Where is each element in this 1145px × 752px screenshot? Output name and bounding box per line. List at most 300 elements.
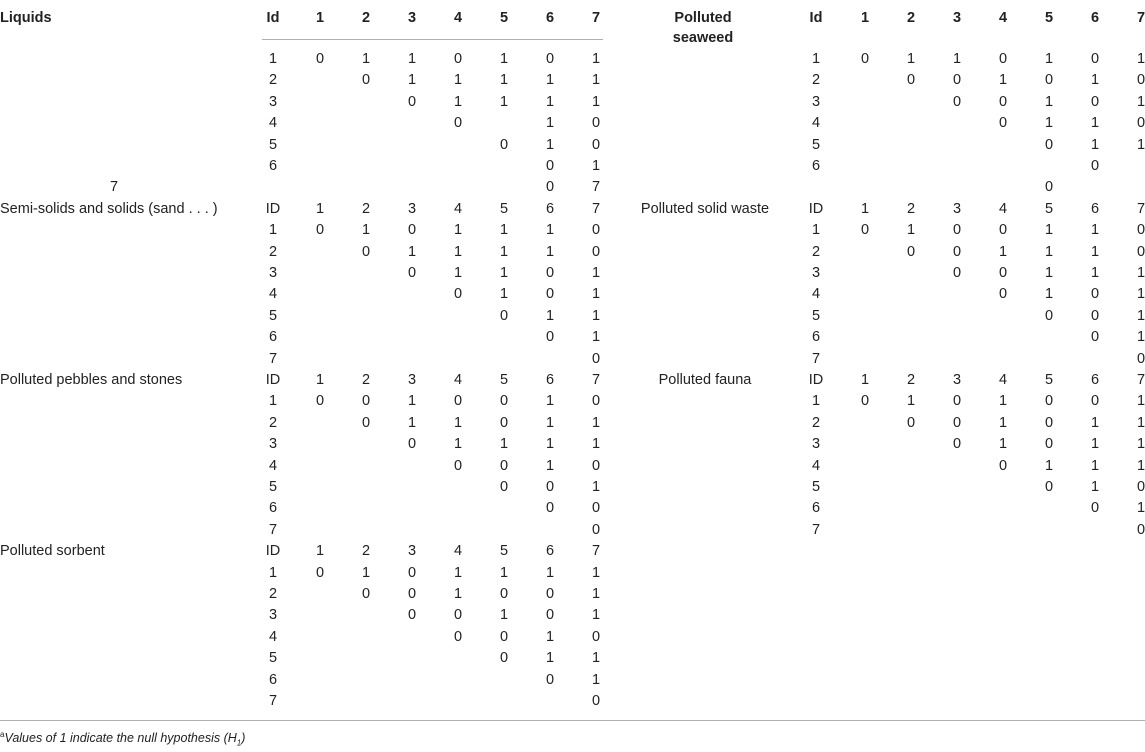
table-cell: 1 [998, 393, 1008, 410]
block-header-cell: 4 [453, 372, 463, 388]
table-cell: 0 [860, 51, 870, 67]
table-cell: 1 [268, 393, 278, 410]
table-cell: 0 [361, 72, 371, 89]
table-cell: 0 [499, 586, 509, 602]
table-cell: 6 [268, 671, 278, 688]
table-cell: 5 [268, 650, 278, 667]
block-header-cell: ID [808, 372, 824, 388]
table-cell: 0 [545, 51, 555, 67]
table-cell: 1 [906, 393, 916, 410]
table-cell: 1 [591, 51, 601, 67]
table-cell: 0 [453, 51, 463, 67]
table-cell: 1 [1136, 265, 1145, 281]
table-cell: 1 [591, 586, 601, 602]
block-header-cell: 1 [860, 200, 870, 217]
block-header-cell: ID [265, 200, 281, 217]
table-cell: 1 [591, 671, 601, 688]
table-cell: 1 [407, 72, 417, 89]
table-cell: 0 [591, 136, 601, 153]
table-cell: 0 [591, 500, 601, 517]
table-cell: 1 [453, 265, 463, 281]
table-cell: 0 [407, 436, 417, 453]
table-cell: 0 [860, 222, 870, 239]
table-cell: 0 [860, 393, 870, 410]
block-header-cell: 1 [315, 543, 325, 560]
table-cell: 1 [1044, 286, 1054, 303]
column-header: 5 [1044, 10, 1054, 26]
table-cell: 0 [1090, 158, 1100, 174]
block-header-cell: 4 [453, 200, 463, 217]
table-cell: 0 [545, 286, 555, 303]
column-header-id: Id [809, 10, 823, 26]
table-cell: 0 [361, 586, 371, 602]
table-cell: 1 [1090, 222, 1100, 239]
table-cell: 2 [811, 414, 821, 431]
table-cell: 1 [1044, 115, 1054, 132]
table-cell: 0 [998, 222, 1008, 239]
table-cell: 1 [499, 51, 509, 67]
block-header-cell: 1 [860, 372, 870, 388]
table-cell: 0 [998, 93, 1008, 110]
block-header-cell: 2 [361, 543, 371, 560]
table-cell: 0 [1090, 51, 1100, 67]
table-cell: 0 [545, 329, 555, 346]
table-cell: 0 [591, 243, 601, 260]
table-cell: 1 [1090, 436, 1100, 453]
column-header-group: Polluted [674, 10, 732, 26]
table-cell: 0 [453, 628, 463, 645]
table-cell: 0 [499, 628, 509, 645]
table-cell: 1 [1090, 243, 1100, 260]
table-cell: 0 [361, 393, 371, 410]
table-cell: 1 [499, 93, 509, 110]
table-cell: 3 [811, 93, 821, 110]
table-cell: 0 [407, 222, 417, 239]
table-cell: 1 [1136, 93, 1145, 110]
table-cell: 0 [1090, 307, 1100, 324]
block-header-cell: 5 [499, 200, 509, 217]
table-cell: 1 [1044, 265, 1054, 281]
table-cell: 0 [952, 436, 962, 453]
table-cell: 0 [906, 243, 916, 260]
table-cell: 0 [952, 72, 962, 89]
table-cell: 4 [268, 286, 278, 303]
table-cell: 2 [268, 414, 278, 431]
table-cell: 4 [811, 286, 821, 303]
table-cell: 1 [1090, 115, 1100, 132]
table-cell: 1 [1136, 286, 1145, 303]
table-cell: 0 [591, 693, 601, 709]
table-cell: 0 [906, 414, 916, 431]
table-cell: 1 [998, 436, 1008, 453]
column-header-id: Id [266, 10, 280, 26]
block-header-cell: 5 [499, 543, 509, 560]
table-cell: 1 [591, 265, 601, 281]
table-cell: 1 [499, 436, 509, 453]
table-cell: 6 [811, 500, 821, 517]
table-cell: 6 [268, 500, 278, 517]
table-cell: 1 [1090, 265, 1100, 281]
table-cell: 1 [499, 286, 509, 303]
column-header: 3 [952, 10, 962, 26]
table-cell: 0 [998, 51, 1008, 67]
column-header: 4 [453, 10, 463, 26]
table-cell: 1 [1090, 457, 1100, 474]
table-cell: 4 [268, 115, 278, 132]
table-cell: 1 [591, 329, 601, 346]
block-header-cell: 3 [952, 200, 962, 217]
table-cell: 0 [499, 414, 509, 431]
block-header-cell: 1 [315, 200, 325, 217]
table-cell: 1 [407, 393, 417, 410]
table-cell: 0 [1090, 286, 1100, 303]
table-cell: 0 [591, 628, 601, 645]
block-header-cell: 3 [407, 372, 417, 388]
table-cell: 1 [1090, 479, 1100, 495]
column-header-group: seaweed [672, 30, 734, 46]
block-header-cell: 2 [906, 372, 916, 388]
table-cell: 0 [407, 564, 417, 581]
table-cell: 1 [591, 564, 601, 581]
table-cell: 1 [1090, 72, 1100, 89]
table-cell: 0 [998, 457, 1008, 474]
block-header-cell: 3 [407, 200, 417, 217]
block-header-cell: 3 [407, 543, 417, 560]
table-cell: 4 [268, 628, 278, 645]
table-cell: 1 [591, 72, 601, 89]
table-cell: 1 [453, 93, 463, 110]
table-cell: 0 [453, 115, 463, 132]
block-header-cell: ID [265, 543, 281, 560]
table-cell: 3 [811, 436, 821, 453]
table-cell: 0 [453, 286, 463, 303]
column-header: 2 [906, 10, 916, 26]
table-cell: 2 [811, 72, 821, 89]
table-cell: 0 [1090, 329, 1100, 346]
block-header-cell: 5 [1044, 372, 1054, 388]
table-cell: 5 [811, 479, 821, 495]
table-cell: 1 [952, 51, 962, 67]
table-cell: 1 [453, 222, 463, 239]
table-cell: 1 [545, 564, 555, 581]
table-cell: 1 [1044, 93, 1054, 110]
table-cell: 1 [453, 564, 463, 581]
table-cell: 0 [1136, 479, 1145, 495]
block-header-cell: 7 [591, 543, 601, 560]
table-cell: 5 [268, 136, 278, 153]
block-header-cell: 4 [453, 543, 463, 560]
table-cell: 1 [268, 564, 278, 581]
table-cell: 1 [499, 72, 509, 89]
table-cell: 0 [1044, 393, 1054, 410]
table-cell: 1 [1136, 414, 1145, 431]
table-cell: 0 [952, 93, 962, 110]
table-cell: 0 [952, 414, 962, 431]
table-cell: 1 [1044, 51, 1054, 67]
table-cell: 0 [499, 136, 509, 153]
table-cell: 0 [1090, 500, 1100, 517]
table-cell: 1 [545, 72, 555, 89]
table-cell: 1 [453, 586, 463, 602]
column-header: 6 [1090, 10, 1100, 26]
block-header-cell: 4 [998, 372, 1008, 388]
block-header-cell: ID [265, 372, 281, 388]
table-cell: 0 [1136, 115, 1145, 132]
table-cell: 1 [545, 93, 555, 110]
table-cell: 1 [811, 51, 821, 67]
table-cell: 7 [109, 179, 119, 196]
table-cell: 0 [591, 350, 601, 367]
table-cell: 1 [499, 265, 509, 281]
table-cell: 1 [407, 243, 417, 260]
table-cell: 1 [811, 393, 821, 410]
table-cell: 1 [453, 72, 463, 89]
table-cell: 0 [361, 243, 371, 260]
table-cell: 0 [315, 564, 325, 581]
table-cell: 1 [545, 222, 555, 239]
column-header: 2 [361, 10, 371, 26]
table-cell: 0 [499, 307, 509, 324]
table-cell: 1 [1044, 457, 1054, 474]
table-cell: 1 [545, 628, 555, 645]
table-cell: 0 [499, 457, 509, 474]
table-cell: 1 [591, 414, 601, 431]
table-cell: 0 [591, 222, 601, 239]
block-header-cell: 1 [315, 372, 325, 388]
table-cell: 0 [361, 414, 371, 431]
table-cell: 4 [268, 457, 278, 474]
footer-rule [0, 720, 1145, 721]
table-cell: 7 [268, 693, 278, 709]
block-header-cell: 6 [1090, 372, 1100, 388]
table-cell: 1 [268, 222, 278, 239]
block-header-cell: 7 [591, 372, 601, 388]
table-cell: 1 [591, 307, 601, 324]
table-cell: 1 [591, 158, 601, 174]
table-cell: 0 [591, 393, 601, 410]
block-header-cell: 3 [952, 372, 962, 388]
table-cell: 0 [1136, 350, 1145, 367]
table-cell: 1 [1136, 51, 1145, 67]
table-cell: 1 [545, 115, 555, 132]
table-cell: 1 [407, 414, 417, 431]
row-group-label: Polluted fauna [658, 372, 752, 388]
block-header-cell: 4 [998, 200, 1008, 217]
table-cell: 0 [998, 286, 1008, 303]
block-header-cell: 2 [361, 200, 371, 217]
table-cell: 0 [1044, 436, 1054, 453]
table-cell: 0 [499, 650, 509, 667]
table-cell: 0 [545, 586, 555, 602]
table-cell: 6 [811, 329, 821, 346]
table-cell: 1 [545, 393, 555, 410]
table-cell: 1 [1136, 307, 1145, 324]
table-cell: 1 [906, 51, 916, 67]
table-cell: 6 [811, 158, 821, 174]
table-cell: 0 [1044, 479, 1054, 495]
table-cell: 1 [545, 457, 555, 474]
table-cell: 1 [361, 51, 371, 67]
table-cell: 0 [1044, 136, 1054, 153]
table-cell: 1 [499, 564, 509, 581]
table-cell: 1 [453, 414, 463, 431]
table-cell: 1 [591, 93, 601, 110]
table-cell: 1 [545, 243, 555, 260]
table-cell: 0 [952, 222, 962, 239]
block-header-cell: 7 [591, 200, 601, 217]
table-cell: 1 [591, 479, 601, 495]
table-cell: 0 [407, 265, 417, 281]
column-header: 6 [545, 10, 555, 26]
table-cell: 1 [1044, 243, 1054, 260]
table-cell: 1 [1136, 329, 1145, 346]
table-cell: 1 [545, 650, 555, 667]
row-group-label: Polluted sorbent [0, 543, 105, 560]
table-cell: 3 [268, 93, 278, 110]
table-cell: 1 [1136, 393, 1145, 410]
column-header: 4 [998, 10, 1008, 26]
table-cell: 0 [545, 671, 555, 688]
table-cell: 1 [499, 222, 509, 239]
table-cell: 1 [1136, 500, 1145, 517]
block-header-cell: 5 [1044, 200, 1054, 217]
table-cell: 7 [268, 521, 278, 538]
table-cell: 1 [1090, 414, 1100, 431]
table-cell: 0 [1136, 72, 1145, 89]
table-cell: 0 [453, 607, 463, 624]
table-cell: 0 [1090, 93, 1100, 110]
table-cell: 7 [591, 179, 601, 196]
table-cell: 7 [811, 350, 821, 367]
block-header-cell: 5 [499, 372, 509, 388]
table-cell: 0 [952, 243, 962, 260]
column-header: 1 [860, 10, 870, 26]
table-cell: 0 [545, 158, 555, 174]
table-cell: 0 [591, 115, 601, 132]
table-cell: 6 [268, 158, 278, 174]
footnote: $^a$Values of 1 indicate the null hypothesis $(H_1)$ [0, 730, 246, 748]
table-cell: 0 [591, 521, 601, 538]
table-cell: 1 [1136, 457, 1145, 474]
table-cell: 0 [315, 393, 325, 410]
table-cell: 1 [361, 222, 371, 239]
table-cell: 1 [545, 414, 555, 431]
row-group-label: Polluted solid waste [640, 200, 770, 217]
table-cell: 0 [453, 393, 463, 410]
table-cell: 0 [545, 479, 555, 495]
table-cell: 3 [811, 265, 821, 281]
block-header-cell: ID [808, 200, 824, 217]
table-cell: 0 [1136, 521, 1145, 538]
column-header: 7 [1136, 10, 1145, 26]
table-cell: 1 [545, 436, 555, 453]
row-group-label: Polluted pebbles and stones [0, 372, 183, 388]
table-cell: 0 [545, 179, 555, 196]
table-cell: 0 [1090, 393, 1100, 410]
table-cell: 1 [499, 243, 509, 260]
block-header-cell: 7 [1136, 372, 1145, 388]
table-cell: 2 [268, 243, 278, 260]
table-cell: 0 [315, 51, 325, 67]
table-cell: 1 [591, 286, 601, 303]
table-cell: 1 [361, 564, 371, 581]
block-header-cell: 6 [545, 372, 555, 388]
block-header-cell: 6 [545, 200, 555, 217]
table-cell: 0 [407, 607, 417, 624]
block-header-cell: 2 [906, 200, 916, 217]
table-cell: 0 [1044, 414, 1054, 431]
table-cell: 0 [1136, 222, 1145, 239]
table-cell: 1 [1044, 222, 1054, 239]
table-cell: 1 [1090, 136, 1100, 153]
table-cell: 5 [268, 307, 278, 324]
table-cell: 0 [1044, 179, 1054, 196]
row-group-label: Semi-solids and solids (sand . . . ) [0, 200, 218, 217]
table-cell: 1 [1136, 436, 1145, 453]
table-cell: 1 [545, 136, 555, 153]
table-cell: 5 [268, 479, 278, 495]
block-header-cell: 6 [1090, 200, 1100, 217]
table-cell: 5 [811, 307, 821, 324]
table-cell: 0 [499, 393, 509, 410]
block-header-cell: 6 [545, 543, 555, 560]
table-cell: 0 [407, 93, 417, 110]
table-cell: 1 [906, 222, 916, 239]
table-cell: 4 [811, 115, 821, 132]
column-header: 1 [315, 10, 325, 26]
table-cell: 1 [998, 243, 1008, 260]
table-cell: 0 [952, 265, 962, 281]
block-header-cell: 7 [1136, 200, 1145, 217]
table-cell: 0 [1044, 307, 1054, 324]
table-cell: 0 [952, 393, 962, 410]
table-cell: 0 [315, 222, 325, 239]
column-header: 7 [591, 10, 601, 26]
table-cell: 1 [1136, 136, 1145, 153]
table-cell: 0 [545, 500, 555, 517]
table-cell: 0 [545, 265, 555, 281]
table-cell: 1 [998, 72, 1008, 89]
table-cell: 3 [268, 265, 278, 281]
column-header-group: Liquids [0, 10, 52, 26]
table-cell: 1 [453, 243, 463, 260]
column-header: 3 [407, 10, 417, 26]
table-cell: 1 [499, 607, 509, 624]
table-cell: 1 [591, 607, 601, 624]
table-cell: 7 [811, 521, 821, 538]
table-cell: 7 [268, 350, 278, 367]
table-cell: 1 [407, 51, 417, 67]
table-cell: 0 [453, 457, 463, 474]
table-cell: 0 [591, 457, 601, 474]
table-cell: 3 [268, 607, 278, 624]
table-cell: 0 [545, 607, 555, 624]
column-header: 5 [499, 10, 509, 26]
table-cell: 1 [268, 51, 278, 67]
table-cell: 1 [453, 436, 463, 453]
table-cell: 1 [545, 307, 555, 324]
header-rule [262, 39, 603, 40]
table-cell: 5 [811, 136, 821, 153]
table-cell: 0 [1136, 243, 1145, 260]
table-cell: 3 [268, 436, 278, 453]
table-cell: 0 [499, 479, 509, 495]
block-header-cell: 2 [361, 372, 371, 388]
table-cell: 4 [811, 457, 821, 474]
table-cell: 0 [998, 265, 1008, 281]
table-cell: 1 [811, 222, 821, 239]
table-cell: 6 [268, 329, 278, 346]
